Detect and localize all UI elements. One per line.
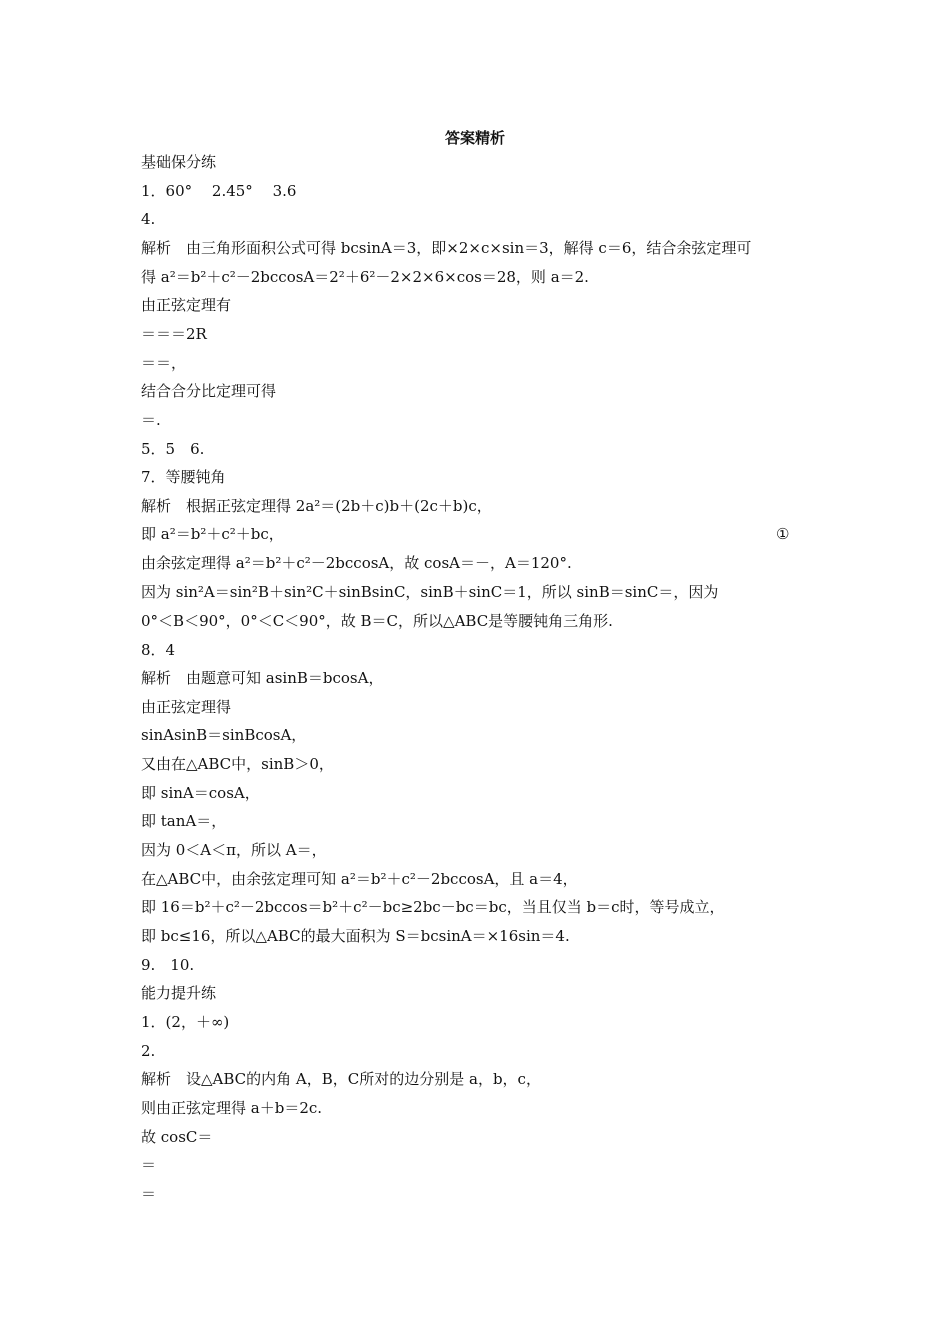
text-line: 4. (141, 210, 156, 228)
text-line: 又由在△ABC中，sinB＞0， (141, 755, 334, 773)
text-line: 在△ABC中，由余弦定理可知 a²＝b²＋c²－2bccosA，且 a＝4， (141, 870, 578, 888)
text-line: 得 a²＝b²＋c²－2bccosA＝2²＋6²－2×2×6×cos＝28，则 a＝2. (141, 268, 589, 286)
text-line: sinAsinB＝sinBcosA， (141, 726, 307, 744)
text-line: 故 cosC＝ (141, 1128, 213, 1146)
equation-marker: ① (776, 525, 790, 543)
text-line: ＝ (141, 1156, 157, 1174)
text-line: 由正弦定理有 (141, 296, 232, 314)
text-line: 解析 根据正弦定理得 2a²＝(2b＋c)b＋(2c＋b)c， (141, 497, 492, 515)
text-line: 解析 设△ABC的内角 A，B，C所对的边分别是 a，b，c， (141, 1070, 541, 1088)
text-line: 由余弦定理得 a²＝b²＋c²－2bccosA，故 cosA＝－，A＝120°. (141, 554, 572, 572)
text-line: 即 sinA＝cosA， (141, 784, 260, 802)
text-line: ＝＝， (141, 354, 187, 372)
text-line: 因为 sin²A＝sin²B＋sin²C＋sinBsinC，sinB＋sinC＝1，所以 sinB＝sinC＝，因为 (141, 583, 719, 601)
text-line: 2. (141, 1042, 156, 1060)
text-line: ＝ (141, 1185, 157, 1203)
text-line: 7．等腰钝角 (141, 468, 226, 486)
text-line: 1．(2，＋∞) (141, 1013, 230, 1031)
text-line: 9. 10. (141, 956, 195, 974)
text-line: 基础保分练 (141, 153, 217, 171)
text-line: 结合合分比定理可得 (141, 382, 277, 400)
text-line: 即 16＝b²＋c²－2bccos＝b²＋c²－bc≥2bc－bc＝bc，当且仅当 b＝c时，等号成立， (141, 898, 725, 916)
text-line: 由正弦定理得 (141, 698, 232, 716)
text-line: 即 a²＝b²＋c²＋bc， (141, 525, 284, 543)
text-line: 5．5 6. (141, 440, 205, 458)
text-line: ＝＝＝2R (141, 325, 207, 343)
text-line: 1．60° 2.45° 3.6 (141, 182, 297, 200)
text-line: 能力提升练 (141, 984, 217, 1002)
page-title: 答案精析 (444, 129, 505, 147)
text-line: ＝. (141, 411, 161, 429)
text-line: 即 tanA＝， (141, 812, 227, 830)
text-line: 解析 由题意可知 asinB＝bcosA， (141, 669, 384, 687)
text-line: 8．4 (141, 641, 176, 659)
text-line: 解析 由三角形面积公式可得 bcsinA＝3，即×2×c×sin＝3，解得 c＝6，结合余弦定理可 (141, 239, 752, 257)
text-line: 因为 0＜A＜π，所以 A＝， (141, 841, 327, 859)
text-line: 则由正弦定理得 a＋b＝2c. (141, 1099, 323, 1117)
text-line: 0°＜B＜90°，0°＜C＜90°，故 B＝C，所以△ABC是等腰钝角三角形. (141, 612, 613, 630)
text-line: 即 bc≤16，所以△ABC的最大面积为 S＝bcsinA＝×16sin＝4. (141, 927, 570, 945)
